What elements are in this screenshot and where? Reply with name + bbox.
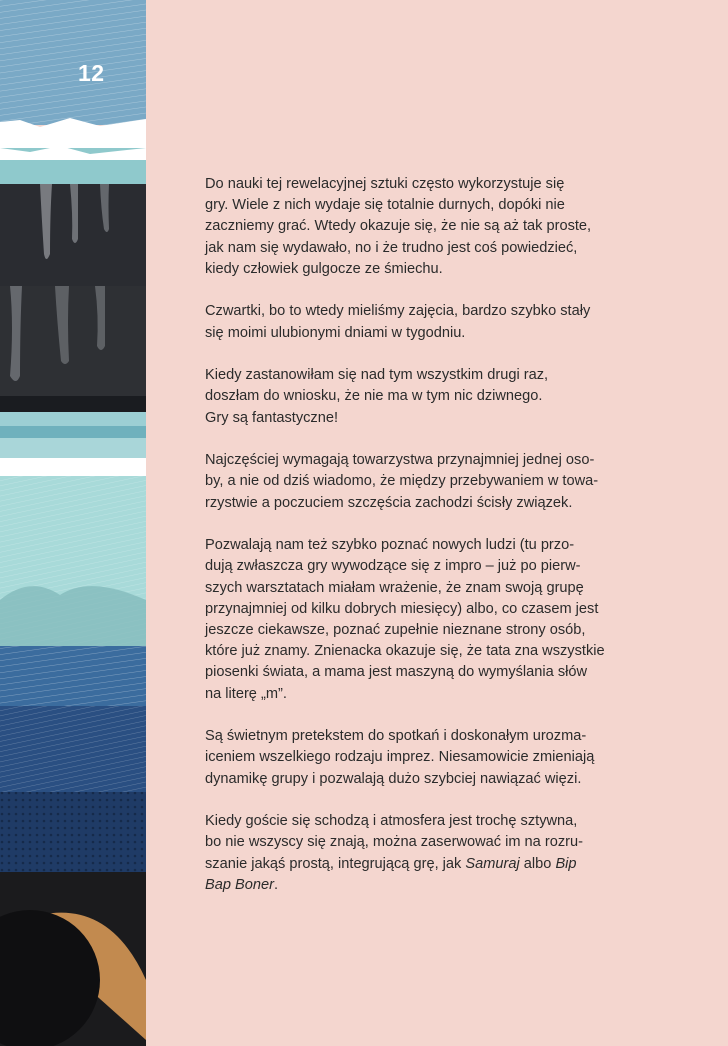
- page-number: 12: [78, 60, 105, 86]
- paragraph-3: [205, 365, 625, 429]
- text-line: Czwartki, bo to wtedy mieliśmy zajęcia, bardzo szybko stały: [205, 303, 591, 320]
- text-line: Gry są fantastyczne!: [205, 409, 339, 426]
- text-line: dują zwłaszcza gry wywodzące się z impro – już po pierw-: [205, 558, 581, 575]
- text-line: doszłam do wniosku, że nie ma w tym nic dziwnego.: [205, 388, 543, 405]
- text-line: [205, 854, 625, 875]
- paragraph-6: [205, 726, 625, 790]
- text-line: bo nie wszyscy się znają, można zaserwować im na rozru-: [205, 834, 583, 851]
- text-line: jak nam się wydawało, no i że trudno jest coś powiedzieć,: [205, 239, 578, 256]
- paragraph-5: [205, 535, 625, 705]
- abstract-layers-illustration: [0, 0, 146, 1046]
- text-line: piosenki świata, a mama jest maszyną do wymyślania słów: [205, 664, 588, 681]
- text-line: jeszcze ciekawsze, poznać zupełnie nieznane strony osób,: [205, 622, 586, 639]
- paragraph-2: [205, 301, 625, 343]
- decorative-illustration-strip: [0, 0, 146, 1046]
- article-body: [205, 174, 625, 917]
- text-line: się moimi ulubionymi dniami w tygodniu.: [205, 324, 466, 341]
- paragraph-4: [205, 450, 625, 514]
- text-line: Do nauki tej rewelacyjnej sztuki często wykorzystuje się: [205, 176, 565, 192]
- game-title-samuraj: Samuraj: [465, 855, 520, 872]
- text-line: by, a nie od dziś wiadomo, że między przebywaniem w towa-: [205, 473, 599, 490]
- text-line: gry. Wiele z nich wydaje się totalnie durnych, dopóki nie: [205, 197, 565, 214]
- text-line: Kiedy goście się schodzą i atmosfera jest trochę sztywna,: [205, 813, 578, 830]
- game-title-bap-boner: Bap Boner: [205, 876, 274, 893]
- text-segment: albo: [519, 855, 556, 872]
- text-line: Pozwalają nam też szybko poznać nowych ludzi (tu przo-: [205, 537, 575, 554]
- text-segment: szanie jakąś prostą, integrującą grę, jak: [205, 855, 466, 872]
- paragraph-7: [205, 811, 625, 896]
- text-line: zaczniemy grać. Wtedy okazuje się, że nie są aż tak proste,: [205, 218, 592, 235]
- text-line: [205, 875, 625, 896]
- text-line: dynamikę grupy i pozwalają dużo szybciej nawiązać więzi.: [205, 770, 582, 787]
- text-line: przynajmniej od kilku dobrych miesięcy) albo, co czasem jest: [205, 600, 599, 617]
- text-line: na literę „m”.: [205, 685, 287, 702]
- text-line: Najczęściej wymagają towarzystwa przynajmniej jednej oso-: [205, 452, 595, 469]
- text-segment: .: [273, 876, 279, 893]
- text-line: szych warsztatach miałam wrażenie, że znam swoją grupę: [205, 579, 584, 596]
- text-line: które już znamy. Znienacka okazuje się, że tata zna wszystkie: [205, 643, 605, 660]
- text-line: Kiedy zastanowiłam się nad tym wszystkim drugi raz,: [205, 367, 549, 384]
- text-line: kiedy człowiek gulgocze ze śmiechu.: [205, 260, 443, 277]
- text-line: iceniem wszelkiego rodzaju imprez. Niesamowicie zmieniają: [205, 749, 595, 766]
- paragraph-1: [205, 174, 625, 280]
- game-title-bip: Bip: [555, 855, 577, 872]
- text-line: Są świetnym pretekstem do spotkań i doskonałym urozma-: [205, 728, 587, 745]
- text-line: rzystwie a poczuciem szczęścia zachodzi ścisły związek.: [205, 494, 573, 511]
